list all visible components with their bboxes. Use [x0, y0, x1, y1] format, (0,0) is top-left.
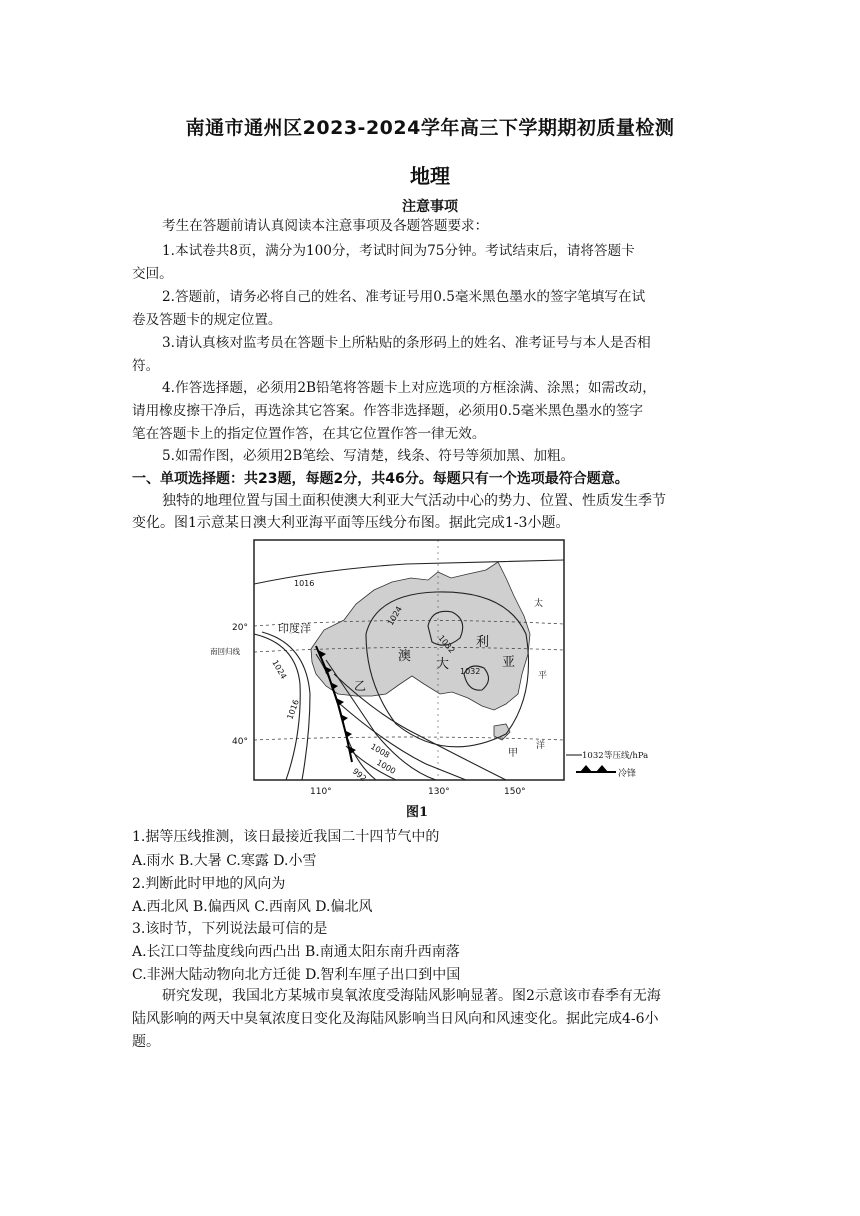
- figure1-isobar-map: [206, 534, 666, 824]
- question-1: 1.据等压线推测，该日最接近我国二十四节气中的: [132, 829, 440, 845]
- question-3-options-b: C.非洲大陆动物向北方迁徙 D.智利车厘子出口到中国: [132, 967, 461, 983]
- iso-1032a: 1032: [436, 633, 457, 655]
- iso-992: 992: [350, 766, 369, 784]
- legend-iso-value: 1032: [582, 751, 604, 761]
- pacific-label-ping: 平: [538, 671, 548, 681]
- passage2-line2: 陆风影响的两天中臭氧浓度日变化及海陆风影响当日风向和风速变化。据此完成4-6小: [132, 1011, 659, 1027]
- tropic-label: 南回归线: [210, 647, 240, 656]
- passage2-line3: 题。: [132, 1034, 160, 1050]
- question-2-options: A.西北风 B.偏西风 C.西南风 D.偏北风: [132, 899, 373, 915]
- subject-title: 地理: [410, 164, 450, 188]
- notice-heading: 注意事项: [402, 199, 458, 215]
- notice-item-5: 5.如需作图，必须用2B笔绘、写清楚，线条、符号等须加黑、加粗。: [162, 448, 575, 464]
- lat-40-label: 40°: [232, 737, 248, 747]
- legend-front-text: 冷锋: [618, 769, 637, 779]
- land-label-ya: 亚: [502, 655, 516, 670]
- lon-130-label: 130°: [428, 787, 450, 797]
- question-2: 2.判断此时甲地的风向为: [132, 876, 286, 892]
- notice-item-2-cont: 卷及答题卡的规定位置。: [132, 312, 282, 328]
- question-3: 3.该时节，下列说法最可信的是: [132, 921, 328, 937]
- place-jia: 甲: [508, 748, 518, 759]
- lon-150-label: 150°: [504, 787, 526, 797]
- lon-110-label: 110°: [310, 787, 332, 797]
- place-yi: 乙: [354, 679, 367, 693]
- ocean-label: 印度洋: [278, 622, 311, 635]
- notice-item-3: 3.请认真核对监考员在答题卡上所粘贴的条形码上的姓名、准考证号与本人是否相: [162, 335, 651, 351]
- notice-item-4: 4.作答选择题，必须用2B铅笔将答题卡上对应选项的方框涂满、涂黑；如需改动，: [162, 380, 656, 396]
- question-3-options-a: A.长江口等盐度线向西凸出 B.南通太阳东南升西南落: [132, 944, 460, 960]
- notice-item-1-cont: 交回。: [132, 266, 173, 282]
- land-label-ao: 澳: [398, 649, 412, 664]
- notice-item-4-cont2: 笔在答题卡上的指定位置作答，在其它位置作答一律无效。: [132, 426, 486, 442]
- iso-1008: 1008: [369, 741, 392, 760]
- doc-title: 南通市通州区2023-2024学年高三下学期期初质量检测: [185, 117, 675, 139]
- section-heading: 一、单项选择题：共23题，每题2分，共46分。每题只有一个选项最符合题意。: [132, 471, 629, 487]
- lat-20-label: 20°: [232, 623, 248, 633]
- notice-item-1: 1.本试卷共8页，满分为100分，考试时间为75分钟。考试结束后，请将答题卡: [162, 243, 635, 259]
- iso-1024b: 1024: [270, 658, 289, 681]
- iso-1000: 1000: [375, 757, 398, 776]
- notice-item-3-cont: 符。: [132, 358, 160, 374]
- iso-1032b: 1032: [460, 667, 481, 676]
- passage2-line1: 研究发现，我国北方某城市臭氧浓度受海陆风影响显著。图2示意该市春季有无海: [162, 988, 661, 1004]
- iso-1016b: 1016: [285, 698, 301, 721]
- legend-iso-text: 等压线/hPa: [604, 751, 649, 761]
- passage1-line1: 独特的地理位置与国土面积使澳大利亚大气活动中心的势力、位置、性质发生季节: [162, 493, 666, 509]
- passage1-line2: 变化。图1示意某日澳大利亚海平面等压线分布图。据此完成1-3小题。: [132, 515, 570, 531]
- notice-item-2: 2.答题前，请务必将自己的姓名、准考证号用0.5毫米黑色墨水的签字笔填写在试: [162, 289, 646, 305]
- land-label-li: 利: [476, 635, 490, 650]
- map-legend: [566, 750, 648, 779]
- iso-1024a: 1024: [385, 604, 404, 627]
- notice-intro: 考生在答题前请认真阅读本注意事项及各题答题要求：: [162, 218, 489, 234]
- land-label-da: 大: [436, 657, 450, 672]
- figure1-caption: 图1: [406, 805, 429, 820]
- notice-item-4-cont: 请用橡皮擦干净后，再选涂其它答案。作答非选择题，必须用0.5毫米黑色墨水的签字: [132, 403, 643, 419]
- pacific-label-tai: 太: [534, 599, 544, 609]
- iso-1016a: 1016: [294, 579, 315, 588]
- pacific-label-yang: 洋: [536, 741, 546, 751]
- question-1-options: A.雨水 B.大暑 C.寒露 D.小雪: [132, 853, 317, 869]
